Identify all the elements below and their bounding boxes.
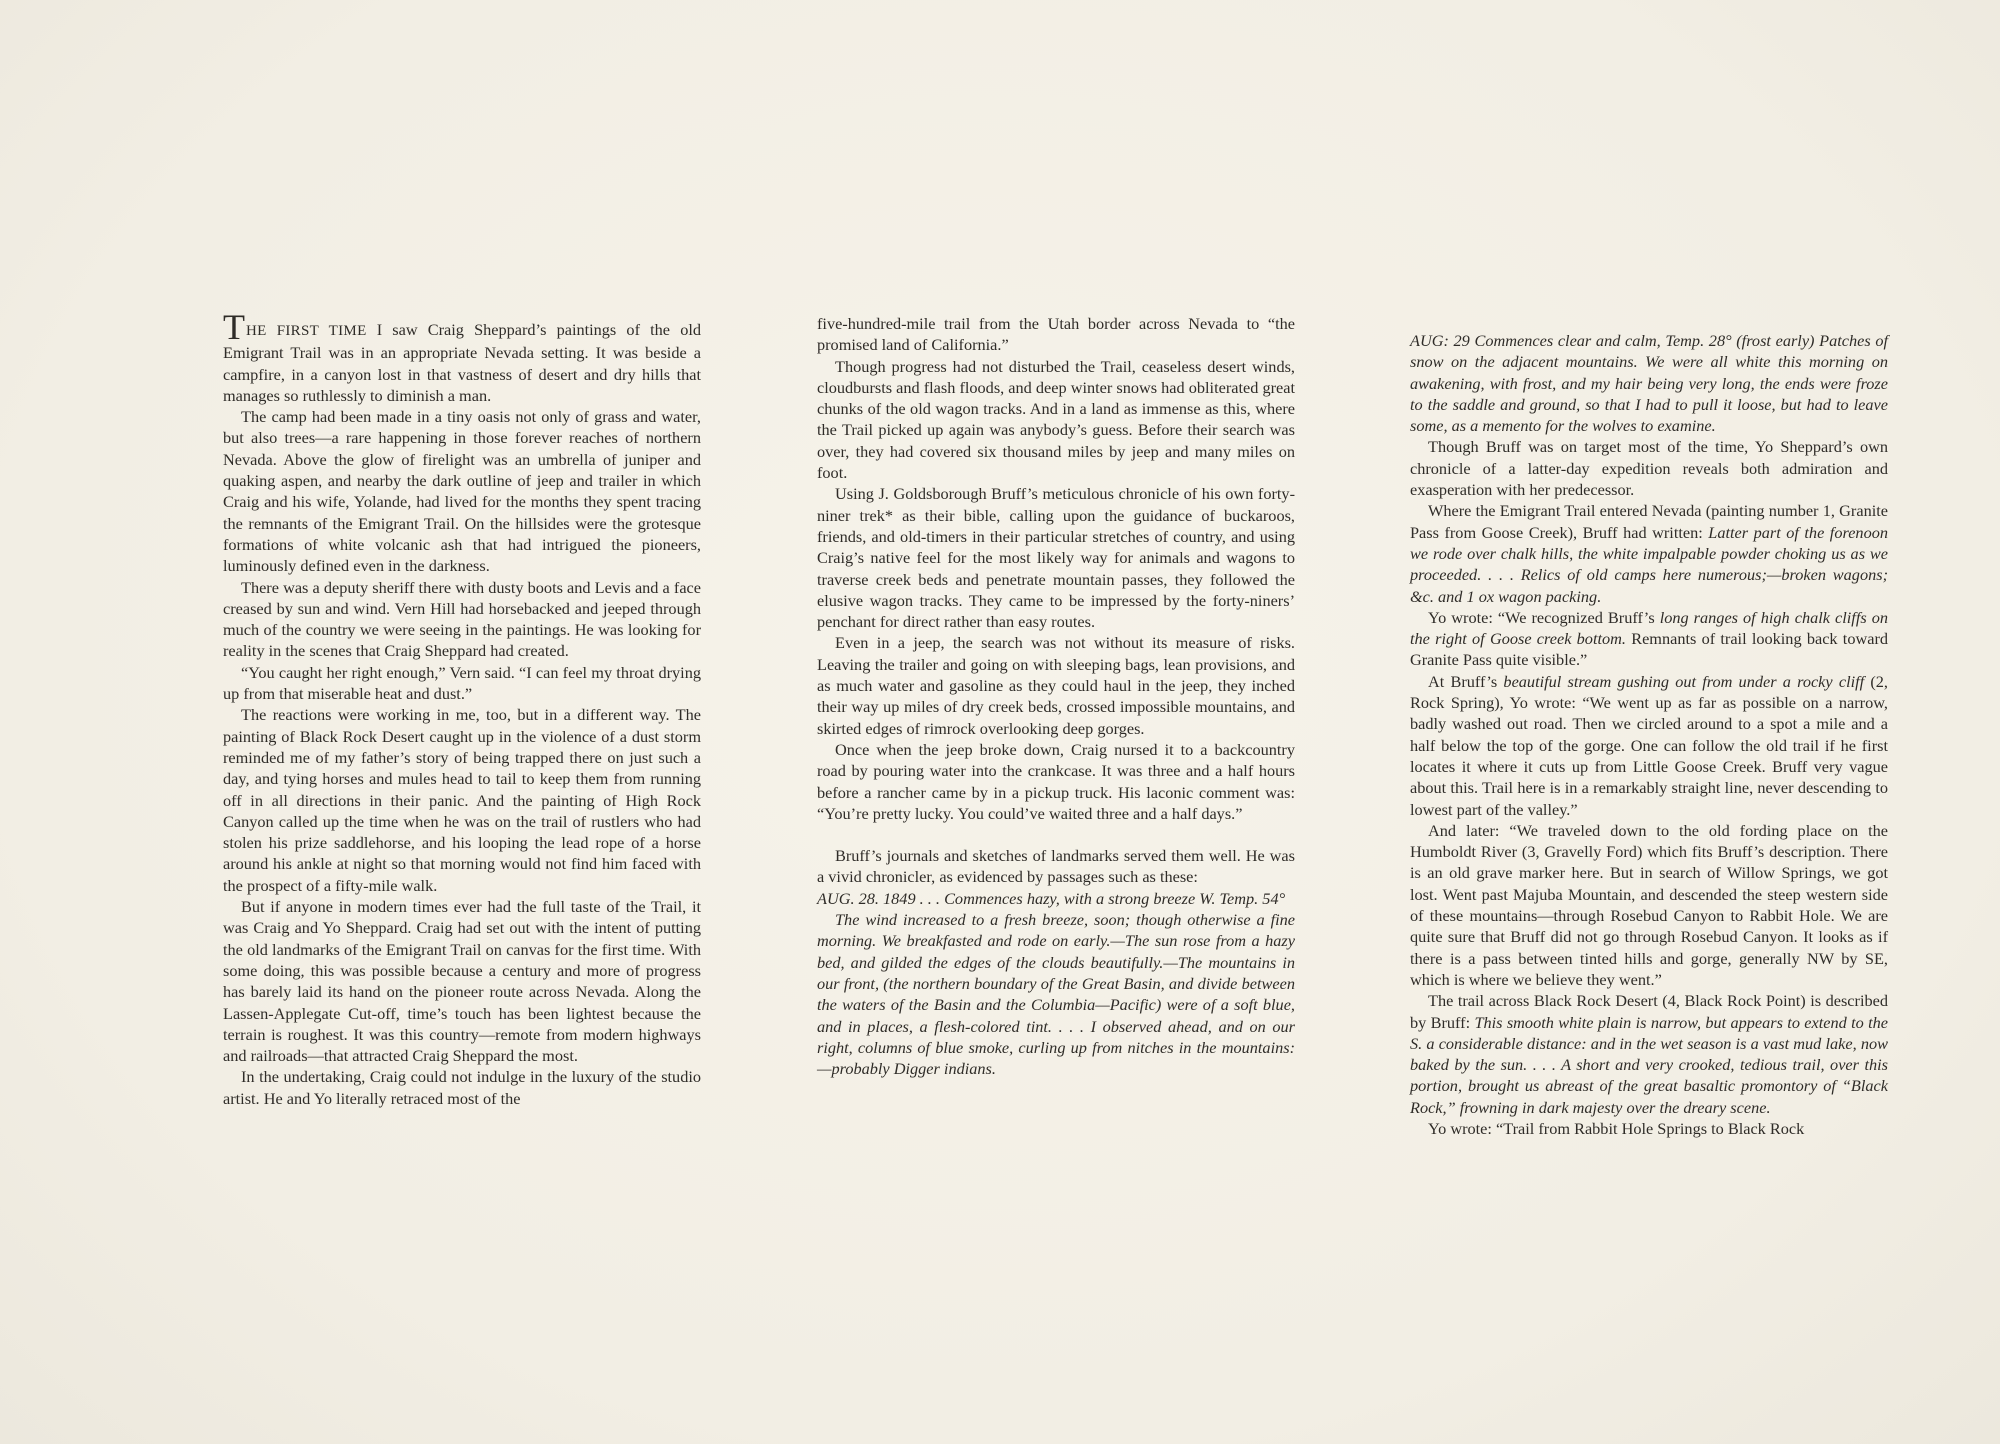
paragraph-text: (2, Rock Spring), Yo wrote: “We went up as far as possible on a narrow, badly washed out road. Then we circled around to a spot a mile and a half below the top of the gorge. One can follow the old trail if he first locates it where it cuts up from Little Goose Creek. Bruff very vague about this. Trail here is in a remarkably straight line, never descending to lowest part of the valley.”: [1410, 671, 1889, 819]
paragraph: In the undertaking, Craig could not indulge in the luxury of the studio artist. He and Yo literally retraced most of the: [223, 1067, 701, 1108]
paragraph: Bruff’s journals and sketches of landmarks served them well. He was a vivid chronicler, as evidenced by passages such as these:: [817, 846, 1295, 887]
paragraph: But if anyone in modern times ever had the full taste of the Trail, it was Craig and Yo Sheppard. Craig had set out with the intent of putting the old landmarks of the Emigrant Trail on canvas for the first time. With some doing, this was possible because a century and more of progress has barely laid its hand on the pioneer route across Nevada. Along the Lassen-Applegate Cut-off, time’s touch has been lightest because the terrain is roughest. It was this country—remote from modern highways and railroads—that attracted Craig Sheppard the most.: [223, 897, 701, 1066]
journal-quote: The wind increased to a fresh breeze, soon; though otherwise a fine morning. We breakfasted and rode on early.—The sun rose from a hazy bed, and gilded the edges of the clouds beautifully.—The mountains in our front, (the northern boundary of the Great Basin, and divide between the waters of the Basin and the Columbia—Pacific) were of a soft blue, and in places, a flesh-colored tint. . . . I observed ahead, and on our right, columns of blue smoke, curling up from nitches in the mountains:—probably Digger indians.: [817, 910, 1295, 1079]
paragraph: “You caught her right enough,” Vern said. “I can feel my throat drying up from that miserable heat and dust.”: [223, 662, 701, 704]
drop-cap: T: [223, 307, 245, 347]
opening-small-caps: HE FIRST TIME: [246, 323, 367, 339]
paragraph: Though Bruff was on target most of the time, Yo Sheppard’s own chronicle of a latter-day expedition reveals both admiration and exasperation with her predecessor.: [1410, 437, 1888, 500]
paragraph-text: At Bruff’s: [1428, 671, 1504, 691]
text-column-2: [817, 313, 1295, 1079]
paragraph: Using J. Goldsborough Bruff’s meticulous chronicle of his own forty-niner trek* as their bible, calling upon the guidance of buckaroos, friends, and old-timers in their particular stretches of country, and using Craig’s native feel for the most likely way for animals and wagons to traverse creek beds and penetrate mountain passes, they followed the elusive wagon tracks. They came to be impressed by the forty-niners’ penchant for direct rather than easy routes.: [817, 484, 1295, 632]
text-column-1: [223, 307, 701, 1109]
journal-entry-date: AUG. 28. 1849 . . . Commences hazy, with a strong breeze W. Temp. 54°: [817, 888, 1286, 908]
paragraph: And later: “We traveled down to the old fording place on the Humboldt River (3, Gravelly Ford) which fits Bruff’s description. There is an old grave marker here. But in search of Willow Springs, we got lost. Went past Majuba Mountain, and descended the steep western side of these mountains—through Rosebud Canyon to Rabbit Hole. We are quite sure that Bruff did not go through Rosebud Canyon. It looks as if there is a pass between tinted hills and gorge, generally NW by SE, which is where we believe they went.”: [1410, 820, 1888, 989]
paragraph-text: Yo wrote: “We recognized Bruff’s: [1428, 607, 1660, 627]
paragraph: The reactions were working in me, too, but in a different way. The painting of Black Rock Desert caught up in the violence of a dust storm reminded me of my father’s story of being trapped there on just such a day, and tying horses and mules head to tail to keep them from running off in all directions in their panic. And the painting of High Rock Canyon called up the time when he was on the trail of rustlers who had stolen his prize saddlehorse, and his looping the lead rope of a horse around his ankle at night so that morning would not find him faced with the prospect of a fifty-mile walk.: [223, 705, 701, 895]
journal-quote: AUG: 29 Commences clear and calm, Temp. 28° (frost early) Patches of snow on the adjacent mountains. We were all white this morning on awakening, with frost, and my hair being very long, the ends were froze to the saddle and ground, so that I had to pull it loose, but had to leave some, as a memento for the wolves to examine.: [1410, 331, 1888, 436]
paragraph: [1410, 607, 1888, 671]
paragraph-text: Remnants of trail looking back toward Granite Pass quite visible.”: [1410, 629, 1889, 670]
paragraph: five-hundred-mile trail from the Utah border across Nevada to “the promised land of California.”: [817, 314, 1295, 355]
paragraph: [1410, 500, 1888, 606]
paragraph: [1410, 990, 1888, 1118]
paragraph: Once when the jeep broke down, Craig nursed it to a backcountry road by pouring water into the crankcase. It was three and a half hours before a rancher came by in a pickup truck. His laconic comment was: “You’re pretty lucky. You could’ve waited three and a half days.”: [817, 739, 1295, 823]
paragraph: [1410, 671, 1888, 820]
paragraph: Though progress had not disturbed the Trail, ceaseless desert winds, cloudbursts and flash floods, and deep winter snows had obliterated great chunks of the old wagon tracks. And in a land as immense as this, where the Trail picked up again was anybody’s guess. Before their search was over, they had covered six thousand miles by jeep and many miles on foot.: [817, 356, 1295, 483]
journal-quote: Latter part of the forenoon we rode over chalk hills, the white impalpable powder choking us as we proceeded. . . . Relics of old camps here numerous;—broken wagons; &c. and 1 ox wagon packing.: [1410, 522, 1888, 606]
paragraph: Yo wrote: “Trail from Rabbit Hole Springs to Black Rock: [1428, 1118, 1805, 1138]
paragraph-text: I saw Craig Sheppard’s paintings of the old Emigrant Trail was in an appropriate Nevada setting. It was beside a campfire, in a canyon lost in that vastness of desert and dry hills that manages so ruthlessly to diminish a man.: [223, 320, 701, 405]
journal-quote: beautiful stream gushing out from under a rocky cliff: [1503, 671, 1865, 691]
paragraph-text: The trail across Black Rock Desert (4, Black Rock Point) is described by Bruff:: [1410, 991, 1888, 1032]
journal-quote: long ranges of high chalk cliffs on the right of Goose creek bottom.: [1410, 607, 1888, 649]
journal-quote: This smooth white plain is narrow, but appears to extend to the S. a considerable distance: and in the wet season is a vast mud lake, now baked by the sun. . . . A short and very crooked, tedious trail, over this portion, brought us abreast of the great basaltic promontory of “Black Rock,” frowning in dark majesty over the dreary scene.: [1410, 1012, 1888, 1117]
text-column-3: [1410, 330, 1888, 1139]
paragraph: There was a deputy sheriff there with dusty boots and Levis and a face creased by sun and wind. Vern Hill had horsebacked and jeeped through much of the country we were seeing in the paintings. He was looking for reality in the scenes that Craig Sheppard had created.: [223, 577, 701, 661]
paragraph: Even in a jeep, the search was not without its measure of risks. Leaving the trailer and going on with sleeping bags, lean provisions, and as much water and gasoline as they could haul in the jeep, they inched their way up miles of dry creek beds, crossed impossible mountains, and skirted edges of rimrock overlooking deep gorges.: [817, 633, 1295, 738]
paragraph-text: Where the Emigrant Trail entered Nevada (painting number 1, Granite Pass from Goose Creek), Bruff had written:: [1410, 501, 1888, 542]
paragraph: [223, 307, 701, 406]
paragraph: The camp had been made in a tiny oasis not only of grass and water, but also trees—a rare happening in those forever reaches of northern Nevada. Above the glow of firelight was an umbrella of juniper and quaking aspen, and nearby the dark outline of jeep and trailer in which Craig and his wife, Yolande, had lived for the months they spent tracing the remnants of the Emigrant Trail. On the hillsides were the grotesque formations of white volcanic ash that had intrigued the pioneers, luminously defined even in the darkness.: [223, 407, 701, 576]
